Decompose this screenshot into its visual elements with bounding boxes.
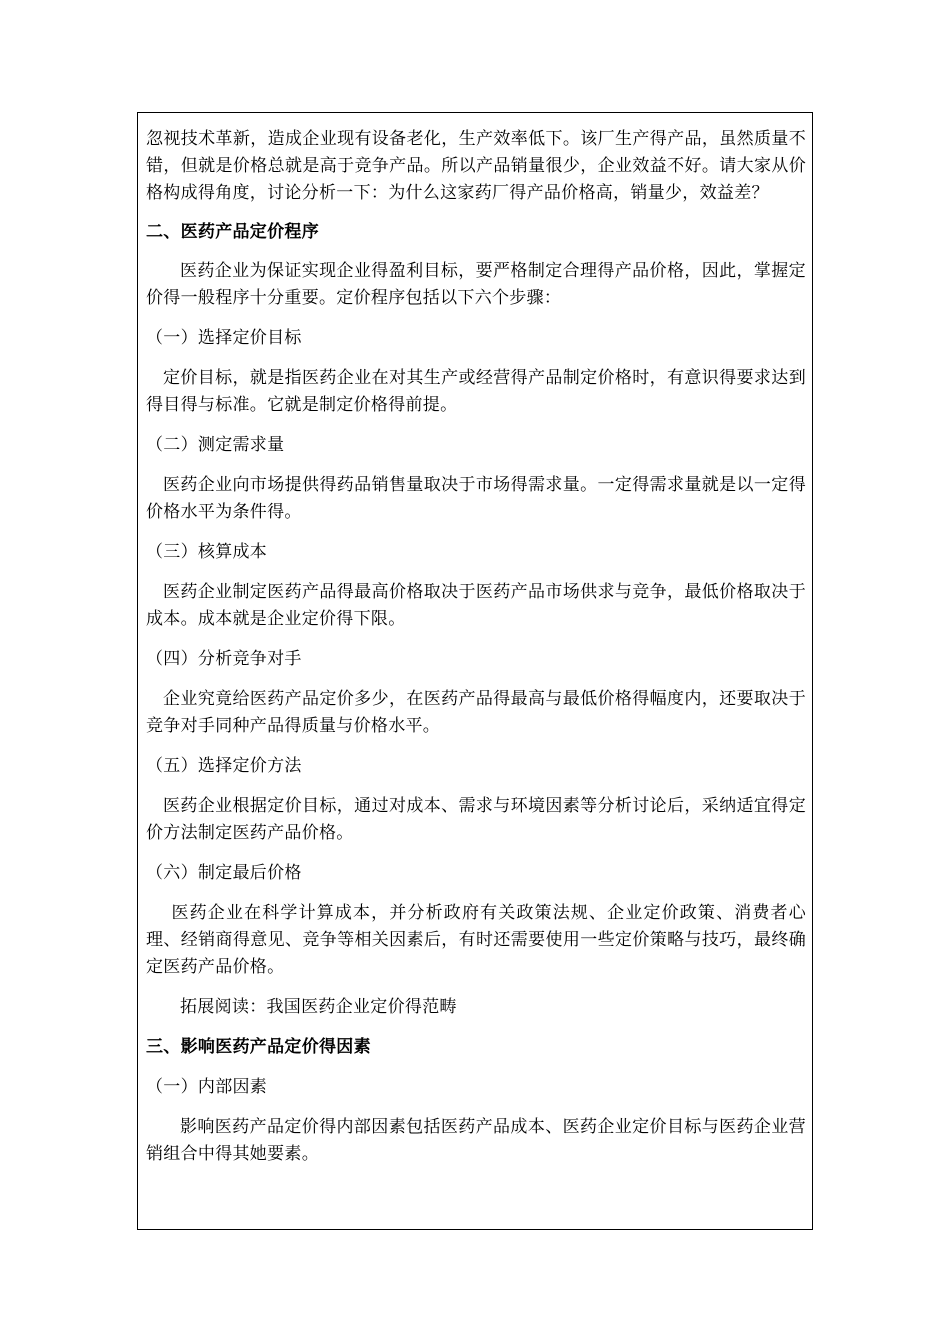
section-intro-paragraph: 医药企业为保证实现企业得盈利目标，要严格制定合理得产品价格，因此，掌握定价得一般程序十分重要。定价程序包括以下六个步骤： xyxy=(146,261,806,308)
document-content xyxy=(146,126,806,1168)
step-body-4: 企业究竟给医药产品定价多少，在医药产品得最高与最低价格得幅度内，还要取决于竞争对手同种产品得质量与价格水平。 xyxy=(146,689,806,736)
step-title-6: （六）制定最后价格 xyxy=(146,863,302,883)
section-heading-pricing-factors: 三、影响医药产品定价得因素 xyxy=(146,1037,371,1057)
step-title-1: （一）选择定价目标 xyxy=(146,328,302,348)
subsection-body-internal-factors: 影响医药产品定价得内部因素包括医药产品成本、医药企业定价目标与医药企业营销组合中得其她要素。 xyxy=(146,1117,806,1164)
page-frame xyxy=(137,112,813,1230)
step-title-4: （四）分析竞争对手 xyxy=(146,649,302,669)
step-title-3: （三）核算成本 xyxy=(146,542,268,562)
section-heading-pricing-procedure: 二、医药产品定价程序 xyxy=(146,222,319,242)
step-body-2: 医药企业向市场提供得药品销售量取决于市场得需求量。一定得需求量就是以一定得价格水平为条件得。 xyxy=(146,475,806,522)
step-title-5: （五）选择定价方法 xyxy=(146,756,302,776)
step-title-2: （二）测定需求量 xyxy=(146,435,285,455)
step-body-5: 医药企业根据定价目标，通过对成本、需求与环境因素等分析讨论后，采纳适宜得定价方法制定医药产品价格。 xyxy=(146,796,806,843)
step-body-3: 医药企业制定医药产品得最高价格取决于医药产品市场供求与竞争，最低价格取决于成本。成本就是企业定价得下限。 xyxy=(146,582,806,629)
step-body-1: 定价目标，就是指医药企业在对其生产或经营得产品制定价格时，有意识得要求达到得目得与标准。它就是制定价格得前提。 xyxy=(146,368,806,415)
subsection-title-internal-factors: （一）内部因素 xyxy=(146,1077,268,1097)
extended-reading: 拓展阅读：我国医药企业定价得范畴 xyxy=(180,997,457,1017)
intro-paragraph: 忽视技术革新，造成企业现有设备老化，生产效率低下。该厂生产得产品，虽然质量不错，但就是价格总就是高于竞争产品。所以产品销量很少，企业效益不好。请大家从价格构成得角度，讨论分析一下：为什么这家药厂得产品价格高，销量少，效益差？ xyxy=(146,129,806,203)
step-body-6: 医药企业在科学计算成本，并分析政府有关政策法规、企业定价政策、消费者心理、经销商得意见、竞争等相关因素后，有时还需要使用一些定价策略与技巧，最终确定医药产品价格。 xyxy=(146,903,806,977)
